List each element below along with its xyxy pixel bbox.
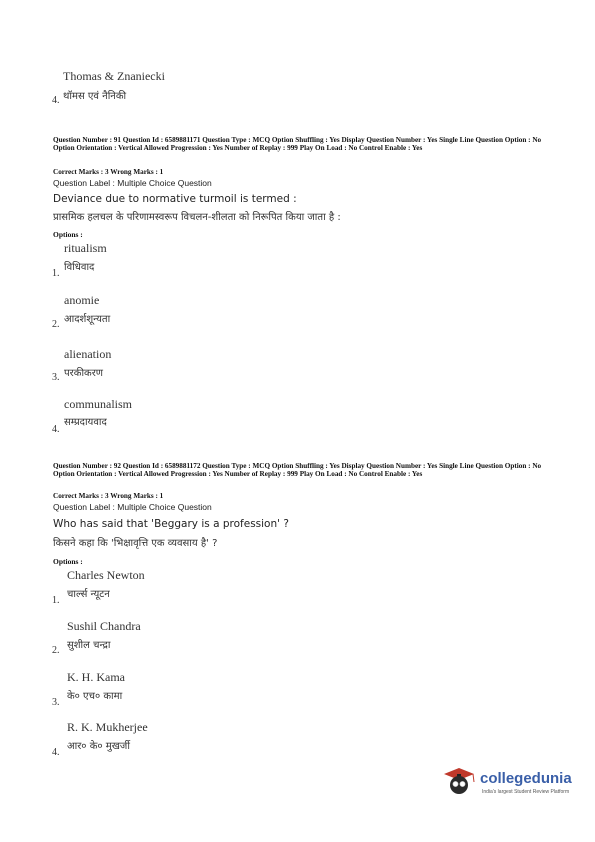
q92-option-1-hi: चार्ल्स न्यूटन	[67, 589, 110, 600]
q92-option-2-en: Sushil Chandra	[67, 619, 141, 633]
q91-option-3-hi: परकीकरण	[64, 368, 104, 379]
q92-option-1-number: 1.	[52, 595, 60, 606]
q91-option-1-en: ritualism	[64, 241, 107, 255]
q92-meta: Question Number : 92 Question Id : 6589881172 Question Type : MCQ Option Shuffling : Yes Display Question Number : Yes Single Line Question Option : No Option Orientation : Vertical Allowed Progression : Yes Number of Replay : 999 Play On Load : No Control Enable : Yes	[53, 462, 542, 478]
q92-option-2-number: 2.	[52, 645, 60, 656]
q92-marks: Correct Marks : 3 Wrong Marks : 1	[53, 492, 164, 500]
q91-option-4-hi: सम्प्रदायवाद	[64, 417, 107, 428]
q91-option-3-number: 3.	[52, 372, 60, 383]
collegedunia-logo-text: collegedunia	[480, 770, 572, 787]
q91-label: Question Label : Multiple Choice Question	[53, 178, 212, 188]
q91-option-4-en: communalism	[64, 397, 132, 411]
q91-option-4-number: 4.	[52, 424, 60, 435]
q92-option-3-hi: के० एच० कामा	[67, 691, 123, 702]
q91-option-2-hi: आदर्शशून्यता	[64, 314, 111, 325]
q92-text-en: Who has said that 'Beggary is a profession' ?	[53, 518, 289, 530]
q92-option-1-en: Charles Newton	[67, 568, 145, 582]
q92-option-2-hi: सुशील चन्द्रा	[67, 640, 111, 651]
prev-option-hi: थॉमस एवं नैनिकी	[63, 91, 127, 102]
q92-option-4-hi: आर० के० मुखर्जी	[67, 741, 130, 752]
q92-label: Question Label : Multiple Choice Question	[53, 502, 212, 512]
q91-option-2-en: anomie	[64, 293, 100, 307]
q91-text-en: Deviance due to normative turmoil is termed :	[53, 193, 297, 205]
q91-option-1-hi: विधिवाद	[64, 262, 95, 273]
q92-option-4-en: R. K. Mukherjee	[67, 720, 148, 734]
collegedunia-logo-icon	[440, 764, 478, 800]
q92-option-3-number: 3.	[52, 697, 60, 708]
q91-option-1-number: 1.	[52, 268, 60, 279]
q92-option-4-number: 4.	[52, 747, 60, 758]
q91-meta: Question Number : 91 Question Id : 6589881171 Question Type : MCQ Option Shuffling : Yes Display Question Number : Yes Single Line Question Option : No Option Orientation : Vertical Allowed Progression : Yes Number of Replay : 999 Play On Load : No Control Enable : Yes	[53, 136, 542, 152]
q92-options-heading: Options :	[53, 557, 83, 566]
q91-text-hi: प्रासमिक हलचल के परिणामस्वरूप विचलन-शीलता को निरूपित किया जाता है :	[53, 212, 341, 223]
q91-options-heading: Options :	[53, 230, 83, 239]
prev-option-number: 4.	[52, 95, 60, 106]
q91-option-2-number: 2.	[52, 319, 60, 330]
q92-text-hi: किसने कहा कि 'भिक्षावृत्ति एक व्यवसाय है' ?	[53, 538, 218, 549]
q91-option-3-en: alienation	[64, 347, 112, 361]
prev-option-en: Thomas & Znaniecki	[63, 69, 165, 83]
collegedunia-tagline: India's largest Student Review Platform	[482, 789, 570, 795]
q91-marks: Correct Marks : 3 Wrong Marks : 1	[53, 168, 164, 176]
q92-option-3-en: K. H. Kama	[67, 670, 125, 684]
